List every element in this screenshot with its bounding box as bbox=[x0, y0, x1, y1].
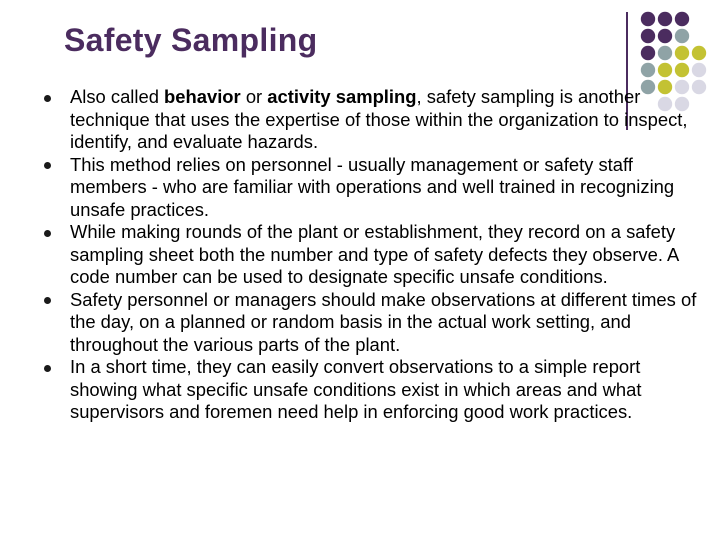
decorative-dot bbox=[641, 46, 655, 60]
bullet-dot-icon bbox=[44, 297, 51, 304]
decorative-dot bbox=[641, 29, 655, 43]
bullet-list bbox=[44, 86, 709, 424]
decorative-dot bbox=[675, 46, 689, 60]
bullet-text-1-bold-behavior: behavior bbox=[164, 86, 241, 107]
bullet-text-1-post: , safety sampling is another technique that uses the expertise of those within the organization to inspect, identify, and evaluate hazards. bbox=[70, 86, 688, 152]
bullet-dot-icon bbox=[44, 162, 51, 169]
decorative-dot bbox=[675, 12, 689, 26]
bullet-item-4 bbox=[44, 289, 709, 357]
bullet-item-3 bbox=[44, 221, 709, 289]
bullet-dot-icon bbox=[44, 230, 51, 237]
bullet-item-2 bbox=[44, 154, 709, 222]
decorative-dot bbox=[641, 12, 655, 26]
decorative-dot bbox=[641, 63, 655, 77]
decorative-dot bbox=[675, 29, 689, 43]
bullet-text-1-mid: or bbox=[240, 86, 268, 107]
decorative-dot bbox=[692, 46, 706, 60]
decorative-dot bbox=[692, 63, 706, 77]
bullet-text-3: While making rounds of the plant or establishment, they record on a safety sampling sheet both the number and type of safety defects they observe. A code number can be used to designate specific unsafe conditions. bbox=[70, 221, 679, 287]
decorative-dot bbox=[658, 63, 672, 77]
slide-title: Safety Sampling bbox=[64, 22, 318, 58]
bullet-text-4: Safety personnel or managers should make observations at different times of the day, on a planned or random basis in the actual work setting, and throughout the various parts of the plant. bbox=[70, 288, 697, 355]
bullet-text-1-bold-activity: activity sampling bbox=[267, 86, 417, 107]
bullet-item-5 bbox=[44, 356, 709, 424]
bullet-text-1-pre: Also called bbox=[70, 86, 165, 107]
bullet-item-1 bbox=[44, 86, 709, 154]
bullet-dot-icon bbox=[44, 365, 51, 372]
decorative-dot bbox=[658, 29, 672, 43]
bullet-dot-icon bbox=[44, 95, 51, 102]
decorative-dot bbox=[675, 63, 689, 77]
decorative-dot bbox=[658, 46, 672, 60]
bullet-text-2: This method relies on personnel - usually management or safety staff members - who are familiar with operations and well trained in recognizing unsafe practices. bbox=[70, 153, 675, 220]
decorative-dot bbox=[658, 12, 672, 26]
bullet-text-5: In a short time, they can easily convert observations to a simple report showing what specific unsafe conditions exist in which areas and what supervisors and foremen need help in enforcing good work practices. bbox=[70, 356, 642, 422]
